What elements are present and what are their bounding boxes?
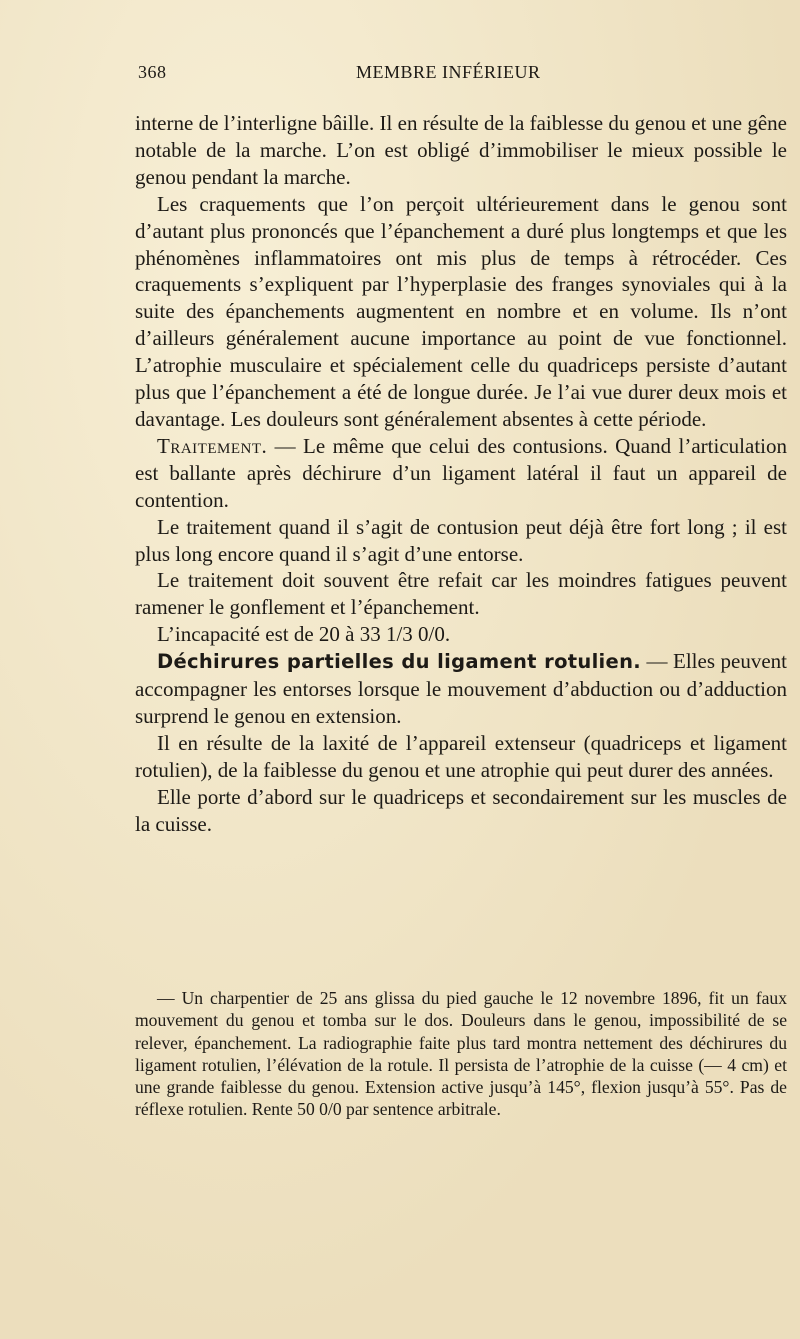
- body-text: [135, 110, 787, 837]
- treatment-text: — Le même que celui des contusions. Quand l’articulation est ballante après déchirure d’un ligament latéral il faut un appareil de contention.: [135, 433, 787, 512]
- running-title: MEMBRE INFÉRIEUR: [356, 62, 541, 82]
- paragraph-5: L’incapacité est de 20 à 33 1/3 0/0.: [157, 622, 451, 647]
- page-number: 368: [138, 62, 167, 82]
- paragraph-6: Il en résulte de la laxité de l’appareil extenseur (quadriceps et ligament rotulien), de la faiblesse du genou et une atrophie qui peut durer des années.: [135, 730, 787, 782]
- paragraph-treatment: [135, 433, 787, 514]
- paragraph-7: Elle porte d’abord sur le quadriceps et secondairement sur les muscles de la cuisse.: [135, 784, 787, 836]
- section-heading: Déchirures partielles du ligament rotulien.: [157, 650, 641, 674]
- case-note: [135, 987, 787, 1121]
- case-note-text: — Un charpentier de 25 ans glissa du pied gauche le 12 novembre 1896, fit un faux mouvement du genou et tomba sur le dos. Douleurs dans le genou, impossibilité de se relever, épanchement. La radiographie faite plus tard montra nettement des déchirures du ligament rotulien, l’élévation de la rotule. Il persista de l’atrophie de la cuisse (— 4 cm) et une grande faiblesse du genou. Extension active jusqu’à 145°, flexion jusqu’à 55°. Pas de réflexe rotulien. Rente 50 0/0 par sentence arbitrale.: [135, 988, 787, 1120]
- paragraph-2: Les craquements que l’on perçoit ultérieurement dans le genou sont d’autant plus prononcés que l’épanchement a duré plus longtemps et que les phénomènes inflammatoires ont mis plus de temps à rétrocéder. Ces craquements s’expliquent par l’hyperplasie des franges synoviales qui à la suite des épanchements augmentent en nombre et en volume. Ils n’ont d’ailleurs généralement aucune importance au point de vue fonctionnel. L’atrophie musculaire et spécialement celle du quadriceps persiste d’autant plus que l’épanchement a été de longue durée. Je l’ai vue durer deux mois et davantage. Les douleurs sont généralement absentes à cette période.: [135, 191, 787, 431]
- section-text: — Elles peuvent accompagner les entorses lorsque le mouvement d’abduction ou d’adduction surprend le genou en extension.: [135, 649, 787, 728]
- page-header: [138, 62, 786, 92]
- paragraph-3: Le traitement quand il s’agit de contusion peut déjà être fort long ; il est plus long encore quand il s’agit d’une entorse.: [135, 514, 787, 566]
- treatment-label: Traitement.: [157, 433, 268, 458]
- paragraph-1: interne de l’interligne bâille. Il en résulte de la faiblesse du genou et une gêne notable de la marche. L’on est obligé d’immobiliser le mieux possible le genou pendant la marche.: [135, 111, 787, 189]
- paragraph-section: [135, 648, 787, 730]
- paragraph-4: Le traitement doit souvent être refait car les moindres fatigues peuvent ramener le gonflement et l’épanchement.: [135, 568, 787, 620]
